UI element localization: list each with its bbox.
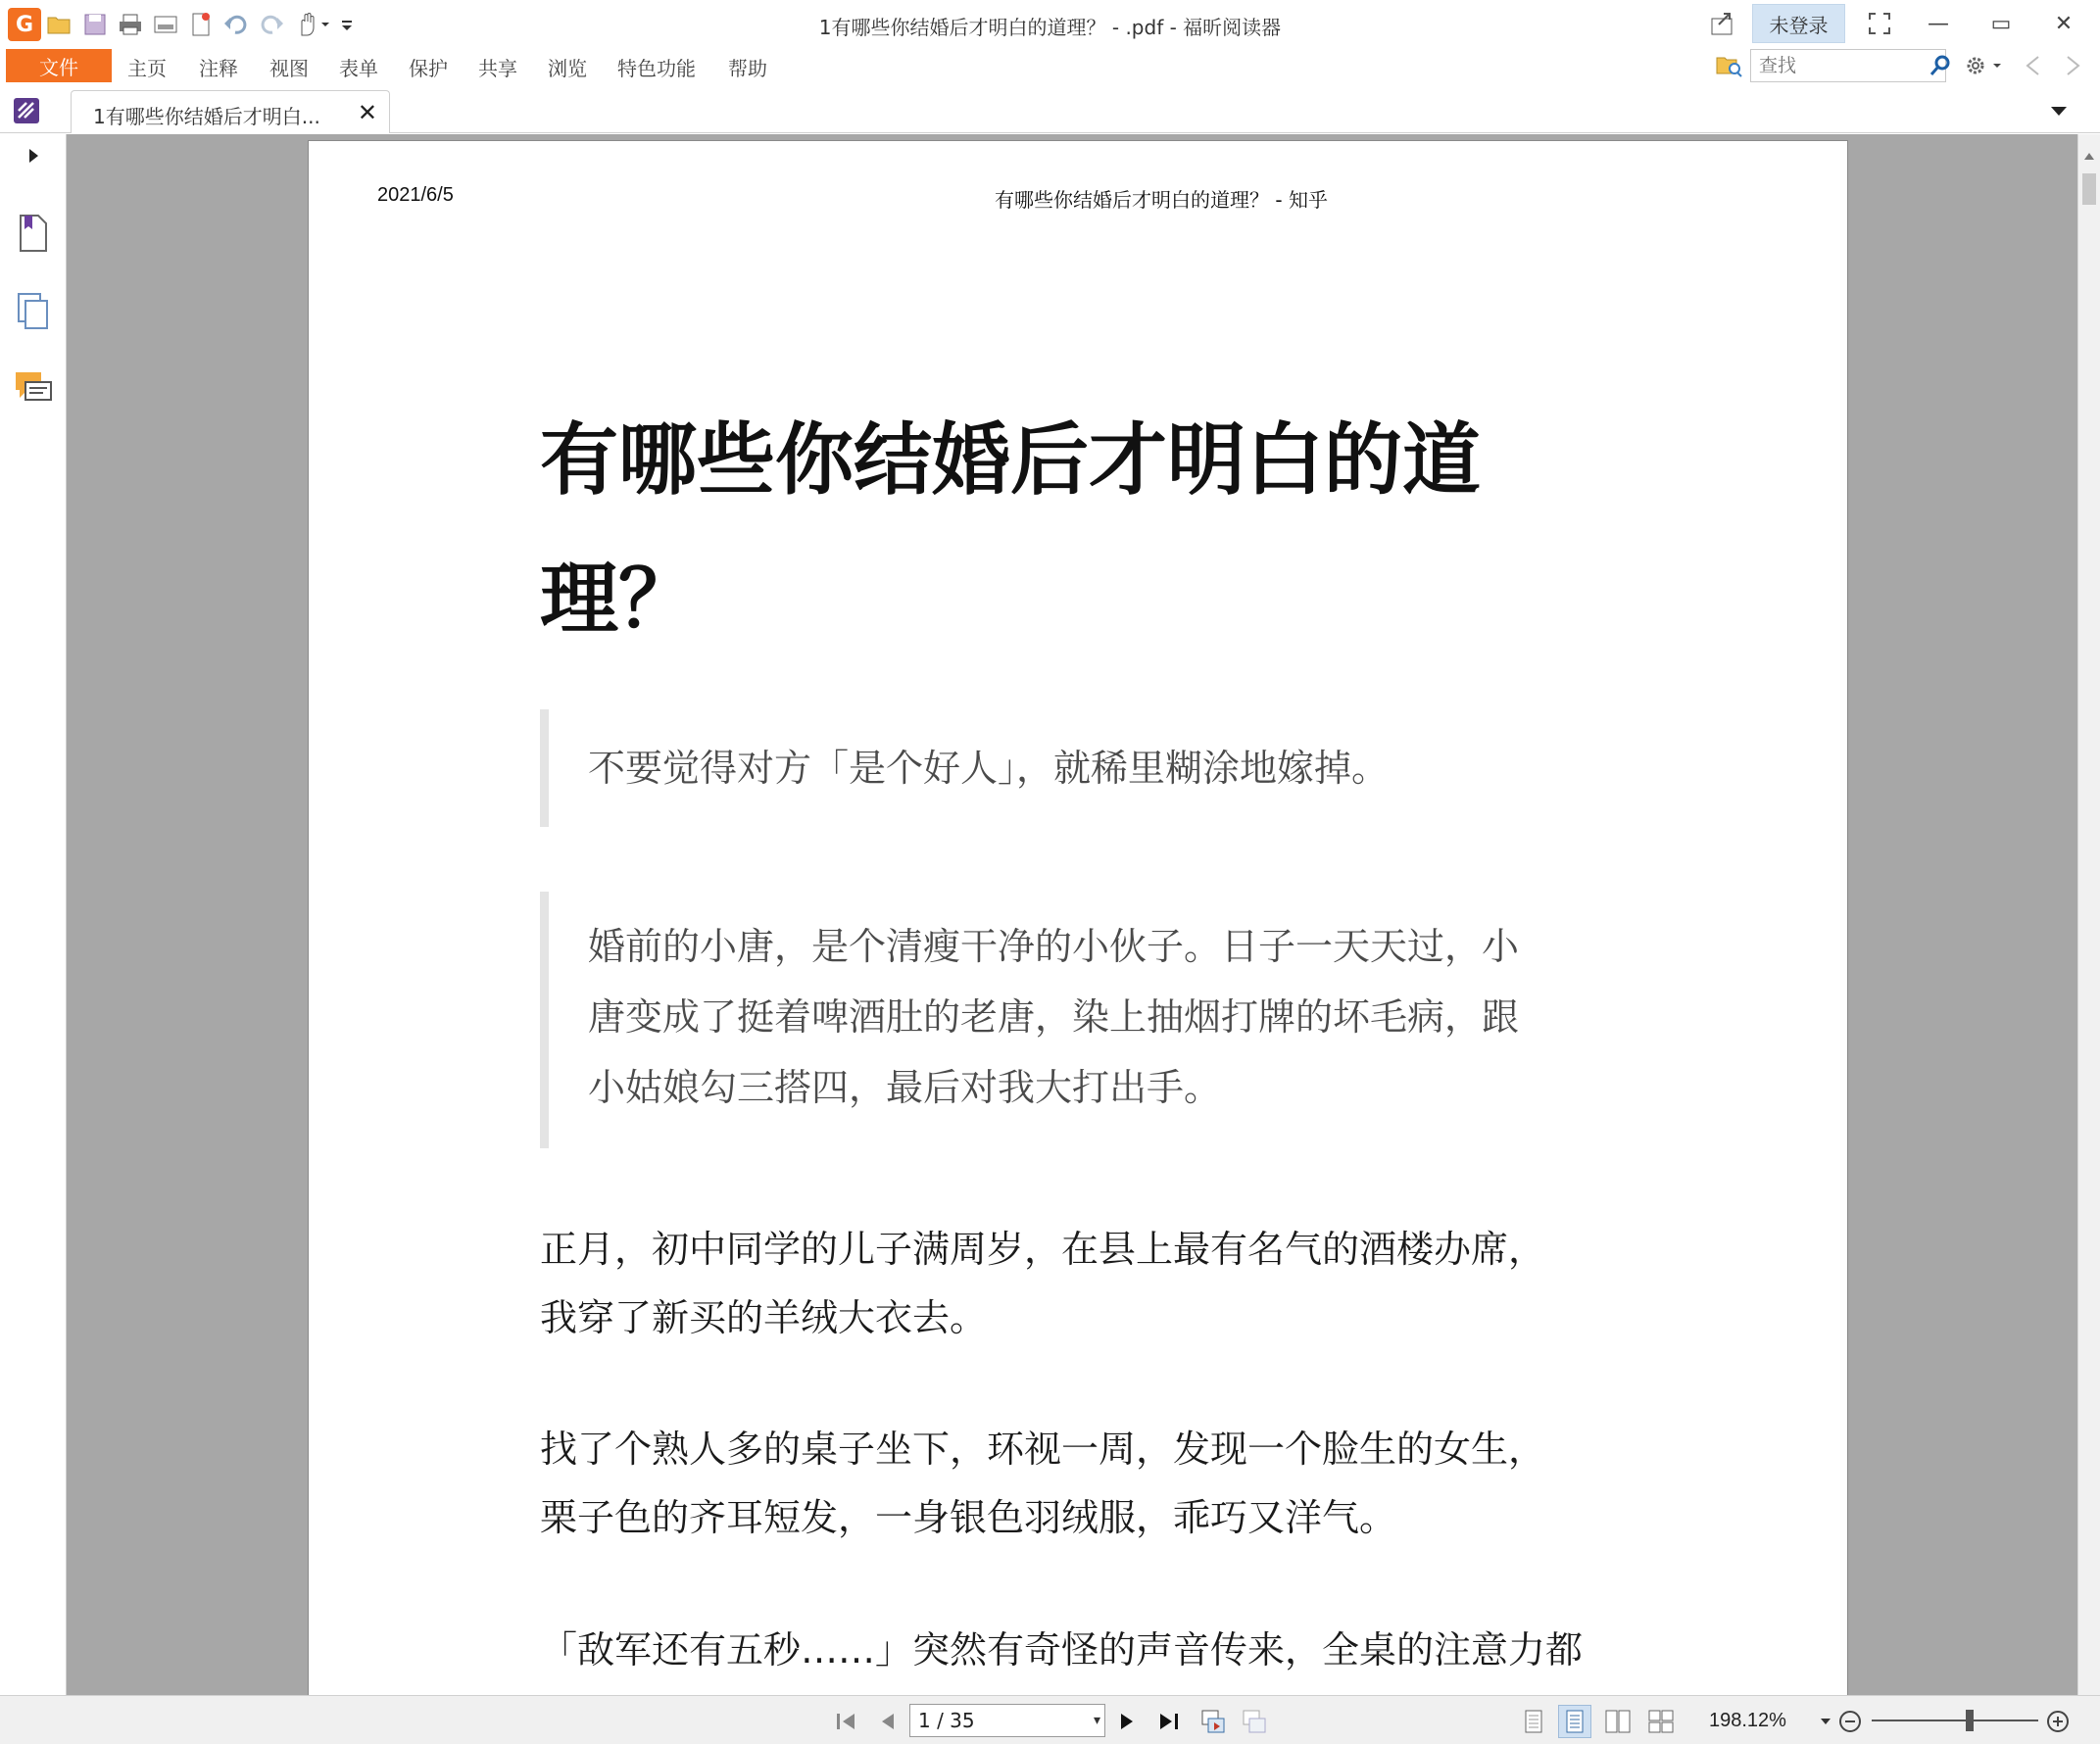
menu-file[interactable]: 文件 <box>6 49 112 82</box>
pdf-page <box>308 140 1848 1695</box>
print-icon[interactable] <box>116 10 145 39</box>
menu-form[interactable]: 表单 <box>339 57 378 80</box>
previous-view-icon[interactable] <box>1197 1706 1229 1737</box>
find-folder-icon[interactable] <box>1713 49 1746 82</box>
vertical-scrollbar[interactable] <box>2077 134 2100 1695</box>
comments-icon[interactable] <box>14 367 53 409</box>
tab-list-dropdown-icon[interactable] <box>2044 96 2074 125</box>
customize-icon[interactable] <box>337 10 357 39</box>
new-icon[interactable] <box>186 10 216 39</box>
page-header: 有哪些你结婚后才明白的道理？ - 知乎 <box>995 188 1328 212</box>
redo-icon[interactable] <box>257 10 286 39</box>
reader-mode-icon[interactable] <box>10 94 43 127</box>
page-number-input[interactable] <box>909 1704 1105 1737</box>
paragraph-line: 正月，初中同学的儿子满周岁，在县上最有名气的酒楼办席， <box>540 1228 1546 1271</box>
expand-panel-icon[interactable] <box>14 142 53 170</box>
page-dropdown-icon[interactable]: ▾ <box>1093 1713 1100 1728</box>
next-page-icon[interactable] <box>1111 1706 1143 1737</box>
page-date: 2021/6/5 <box>377 184 454 206</box>
article-title-line: 有哪些你结婚后才明白的道 <box>540 414 1481 506</box>
blockquote <box>540 709 1389 827</box>
paragraph <box>540 1616 1598 1684</box>
quote-text: 唐变成了挺着啤酒肚的老唐，染上抽烟打牌的坏毛病，跟 <box>588 995 1520 1039</box>
menu-help[interactable]: 帮助 <box>728 57 767 80</box>
tab-document[interactable] <box>71 90 390 133</box>
article-title <box>540 391 1520 669</box>
restore-button[interactable]: ▭ <box>1990 11 2012 36</box>
paragraph-line: 找了个熟人多的桌子坐下，环视一周，发现一个脸生的女生， <box>540 1428 1546 1471</box>
tab-label: 1有哪些你结婚后才明白... <box>93 105 320 128</box>
zoom-dropdown-icon[interactable] <box>1815 1706 1836 1737</box>
single-page-view-icon[interactable] <box>1517 1705 1550 1738</box>
blockquote <box>540 892 1519 1148</box>
document-viewer[interactable] <box>67 134 2077 1695</box>
tab-close-icon[interactable]: ✕ <box>357 99 377 126</box>
bookmark-icon[interactable] <box>14 213 53 254</box>
window-title: 1有哪些你结婚后才明白的道理？ - .pdf - 福昕阅读器 <box>818 16 1282 39</box>
hand-tool-icon[interactable] <box>292 10 335 39</box>
scan-icon[interactable] <box>151 10 180 39</box>
fullscreen-icon[interactable] <box>1862 6 1897 41</box>
paragraph <box>540 1415 1598 1552</box>
continuous-facing-view-icon[interactable] <box>1644 1705 1678 1738</box>
forward-nav-icon[interactable] <box>2058 50 2089 81</box>
scrollbar-thumb[interactable] <box>2082 173 2096 205</box>
quote-text: 小姑娘勾三搭四，最后对我大打出手。 <box>588 1066 1222 1109</box>
zoom-slider-thumb[interactable] <box>1966 1710 1974 1731</box>
tab-bar <box>0 88 2100 133</box>
open-icon[interactable] <box>45 10 74 39</box>
paragraph-line: 「敌军还有五秒……」突然有奇怪的声音传来，全桌的注意力都 <box>540 1628 1584 1671</box>
quote-text: 不要觉得对方「是个好人」，就稀里糊涂地嫁掉。 <box>588 747 1390 790</box>
close-button[interactable]: ✕ <box>2054 11 2074 36</box>
menu-protect[interactable]: 保护 <box>409 57 448 80</box>
zoom-level[interactable]: 198.12% <box>1709 1710 1786 1731</box>
undo-icon[interactable] <box>221 10 251 39</box>
paragraph-line: 栗子色的齐耳短发，一身银色羽绒服，乖巧又洋气。 <box>540 1496 1397 1539</box>
login-button[interactable]: 未登录 <box>1752 4 1845 43</box>
share-icon[interactable] <box>1705 6 1740 41</box>
title-bar <box>0 0 2100 49</box>
menu-comment[interactable]: 注释 <box>199 57 238 80</box>
zoom-slider[interactable] <box>1872 1720 2038 1721</box>
scroll-up-icon[interactable] <box>2083 146 2095 165</box>
page-indicator: 1 / 35 <box>918 1709 975 1732</box>
gear-icon[interactable] <box>1962 50 2007 81</box>
search-icon[interactable] <box>1925 50 1956 81</box>
status-bar <box>0 1695 2100 1744</box>
menu-home[interactable]: 主页 <box>127 57 167 80</box>
last-page-icon[interactable] <box>1152 1706 1184 1737</box>
first-page-icon[interactable] <box>831 1706 862 1737</box>
foxit-logo-icon[interactable]: G <box>8 8 41 41</box>
zoom-in-icon[interactable] <box>2042 1706 2074 1737</box>
search-input[interactable] <box>1750 49 1946 82</box>
article-title-line: 理？ <box>540 554 697 645</box>
facing-view-icon[interactable] <box>1601 1705 1635 1738</box>
previous-page-icon[interactable] <box>872 1706 903 1737</box>
next-view-icon[interactable] <box>1239 1706 1270 1737</box>
menu-browse[interactable]: 浏览 <box>548 57 587 80</box>
menu-view[interactable]: 视图 <box>269 57 309 80</box>
side-panel <box>0 134 67 1695</box>
paragraph-line: 我穿了新买的羊绒大衣去。 <box>540 1296 988 1339</box>
pages-thumbnail-icon[interactable] <box>14 291 53 332</box>
menu-bar <box>0 49 2100 86</box>
save-icon[interactable] <box>80 10 110 39</box>
minimize-button[interactable]: — <box>1928 11 1949 36</box>
continuous-view-icon[interactable] <box>1558 1705 1591 1738</box>
paragraph <box>540 1215 1598 1352</box>
quote-text: 婚前的小唐，是个清瘦干净的小伙子。日子一天天过，小 <box>588 925 1520 968</box>
back-nav-icon[interactable] <box>2017 50 2048 81</box>
menu-share[interactable]: 共享 <box>478 57 517 80</box>
zoom-out-icon[interactable] <box>1834 1706 1866 1737</box>
menu-features[interactable]: 特色功能 <box>617 57 696 80</box>
